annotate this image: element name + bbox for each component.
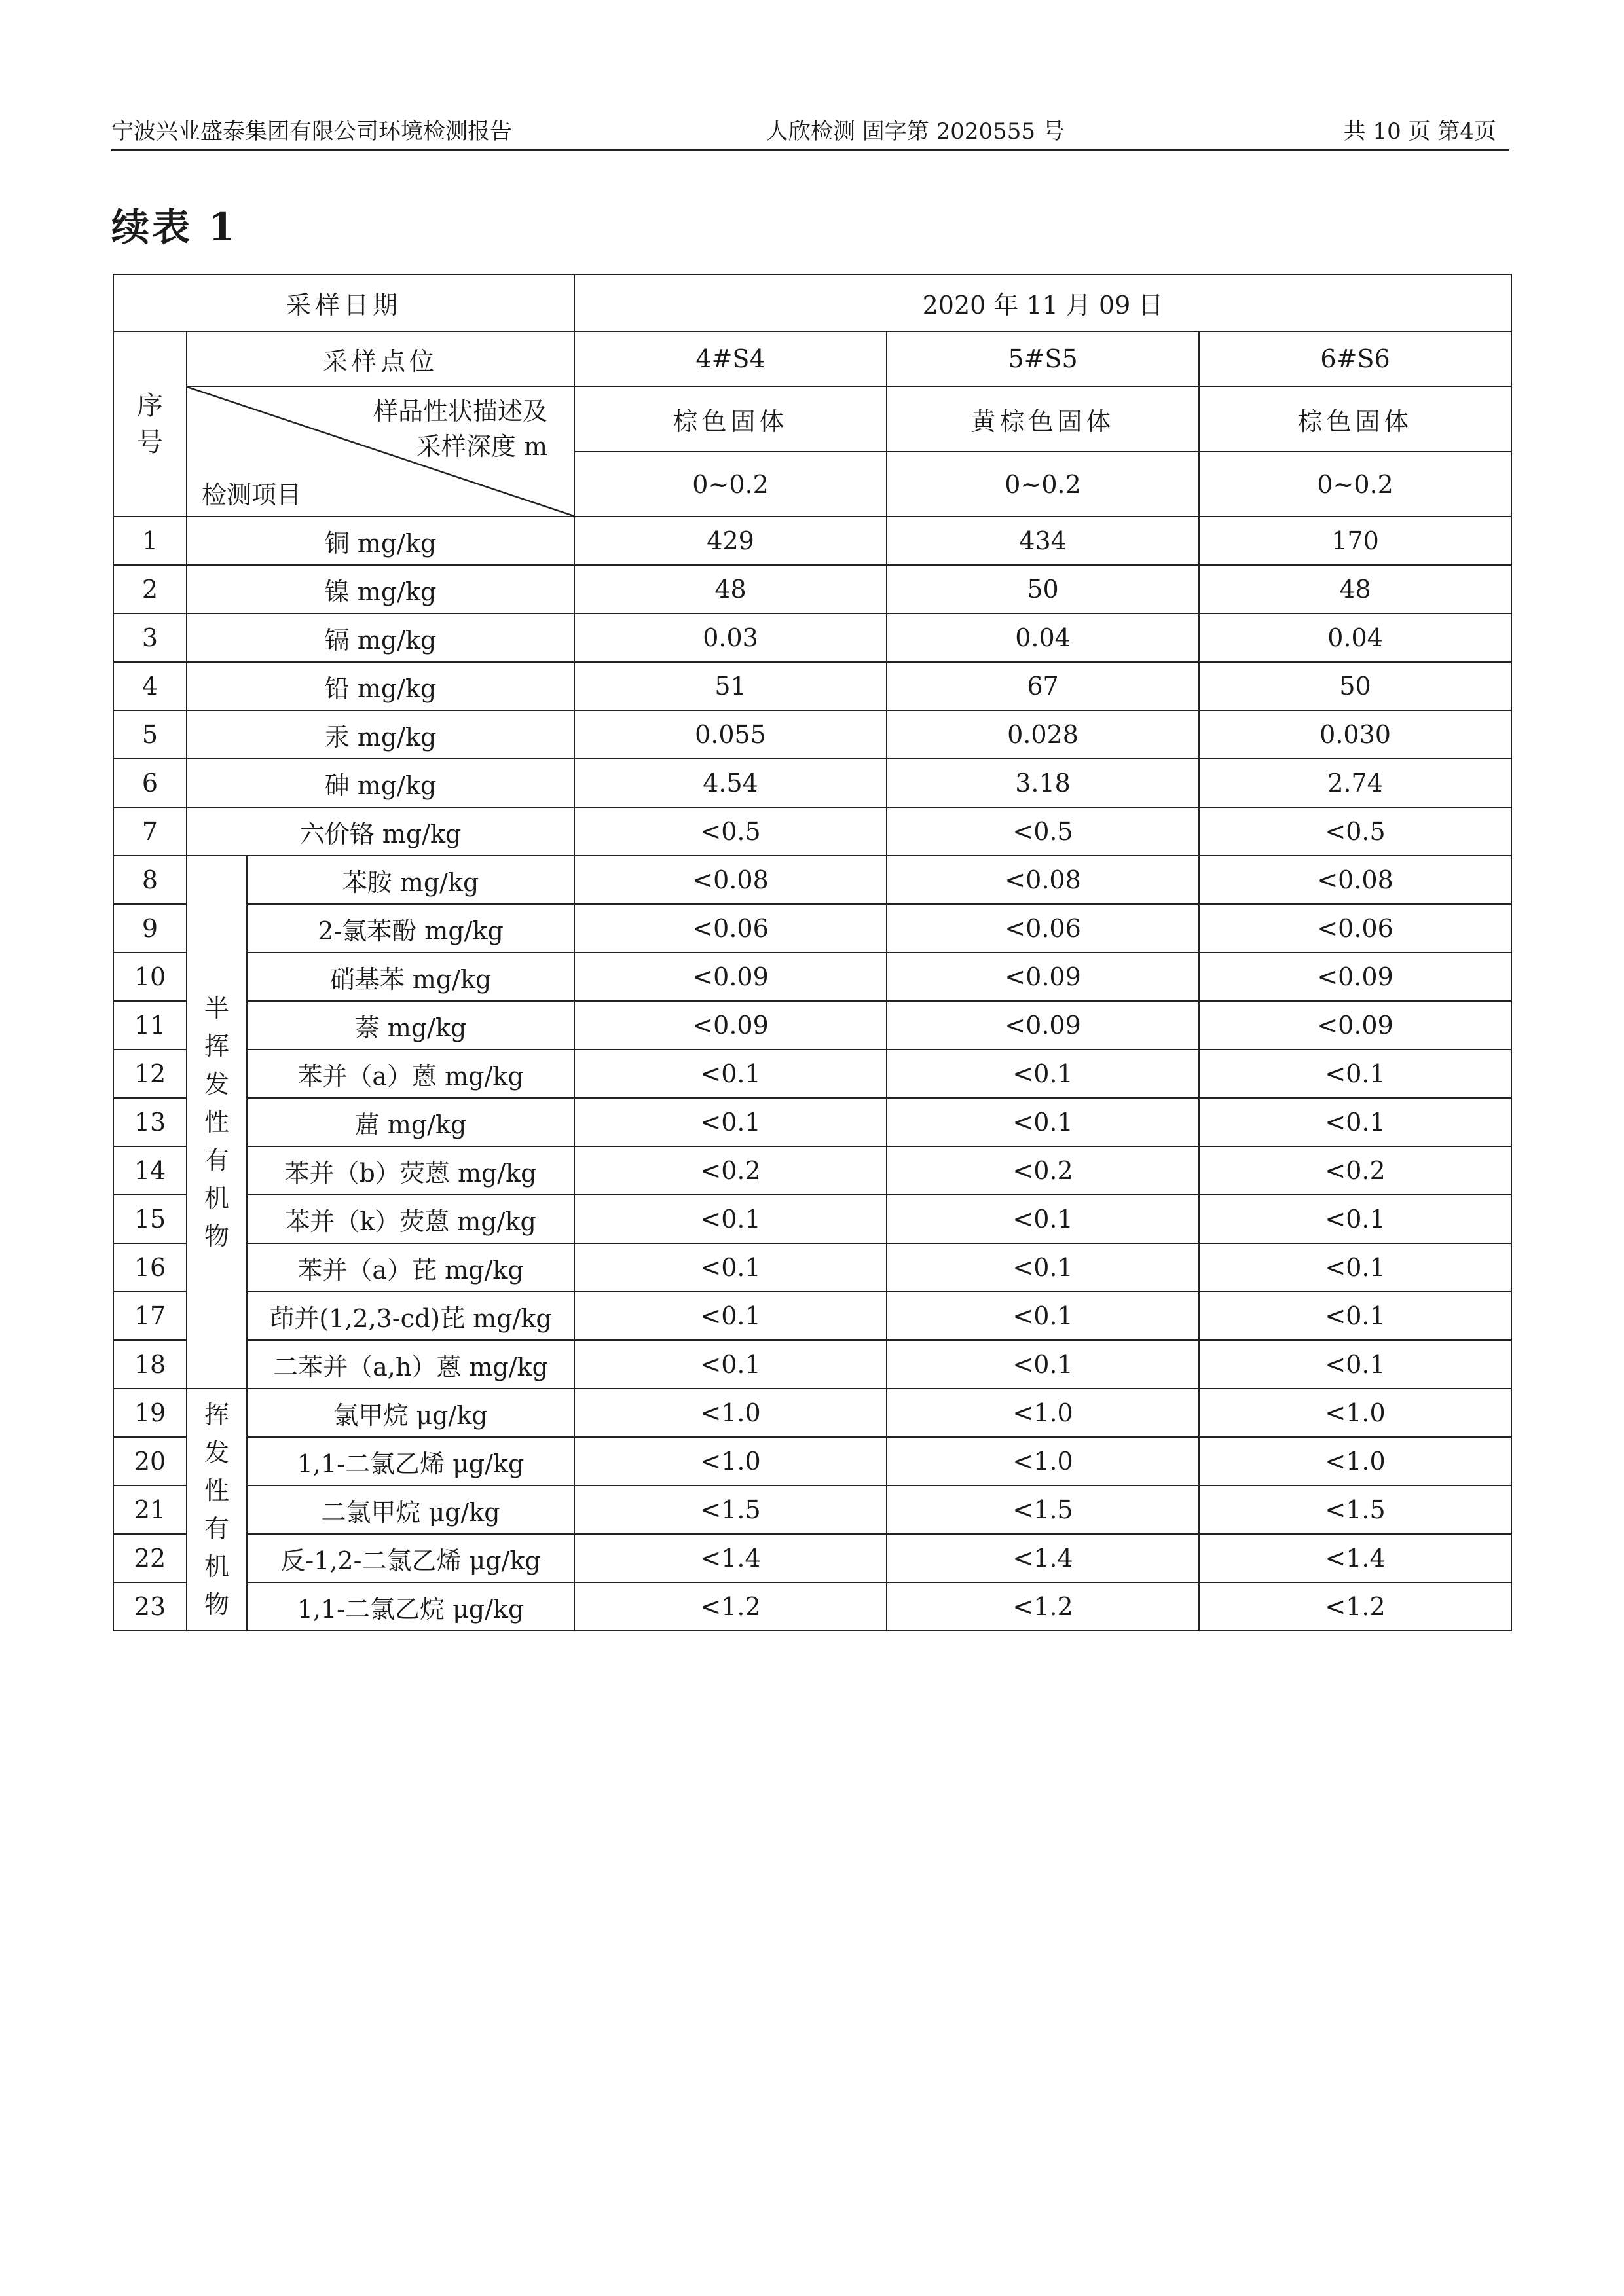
result-value: <0.06 xyxy=(574,904,887,953)
result-value: <0.1 xyxy=(1199,1292,1511,1340)
result-value: 67 xyxy=(887,662,1199,710)
result-value: 429 xyxy=(574,517,887,565)
result-value: <1.4 xyxy=(887,1534,1199,1582)
result-value: <0.09 xyxy=(1199,1001,1511,1049)
row-number: 8 xyxy=(113,856,187,904)
result-value: <0.06 xyxy=(1199,904,1511,953)
test-item-name: 苯并（a）蒽 mg/kg xyxy=(247,1049,574,1098)
voc-group-label-char: 机 xyxy=(204,1552,229,1581)
result-value: <0.09 xyxy=(887,953,1199,1001)
table-row xyxy=(113,1243,1511,1292)
row-number: 1 xyxy=(113,517,187,565)
result-value: 0.04 xyxy=(887,613,1199,662)
svoc-group-label xyxy=(187,856,247,1389)
result-value: <1.2 xyxy=(887,1582,1199,1631)
result-value: 2.74 xyxy=(1199,759,1511,807)
test-item-name: 硝基苯 mg/kg xyxy=(247,953,574,1001)
svoc-group-label-char: 机 xyxy=(204,1184,229,1212)
row-number: 2 xyxy=(113,565,187,613)
table-row xyxy=(113,1534,1511,1582)
test-item-name: 反-1,2-二氯乙烯 μg/kg xyxy=(247,1534,574,1582)
result-value: <1.5 xyxy=(574,1485,887,1534)
row-number: 4 xyxy=(113,662,187,710)
description-1: 棕色固体 xyxy=(574,386,887,452)
sampling-date-label: 采样日期 xyxy=(113,274,574,331)
test-item-name: 萘 mg/kg xyxy=(247,1001,574,1049)
depth-1: 0~0.2 xyxy=(574,452,887,517)
table-row xyxy=(113,1049,1511,1098)
result-value: 50 xyxy=(887,565,1199,613)
table-row xyxy=(113,613,1511,662)
result-value: 170 xyxy=(1199,517,1511,565)
test-item-name: 1,1-二氯乙烷 μg/kg xyxy=(247,1582,574,1631)
report-company-title: 宁波兴业盛泰集团有限公司环境检测报告 xyxy=(111,118,512,145)
test-item-name: 氯甲烷 μg/kg xyxy=(247,1389,574,1437)
table-row xyxy=(113,1146,1511,1195)
result-value: 0.04 xyxy=(1199,613,1511,662)
depth-2: 0~0.2 xyxy=(887,452,1199,517)
table-row xyxy=(113,565,1511,613)
test-item-label: 检测项目 xyxy=(202,481,302,509)
result-value: <0.5 xyxy=(1199,807,1511,856)
result-value: <1.2 xyxy=(1199,1582,1511,1631)
test-item-name: 苯并（a）芘 mg/kg xyxy=(247,1243,574,1292)
result-value: <0.1 xyxy=(1199,1243,1511,1292)
result-value: 3.18 xyxy=(887,759,1199,807)
result-value: <0.08 xyxy=(887,856,1199,904)
serial-number-header xyxy=(113,331,187,517)
table-row xyxy=(113,904,1511,953)
description-2: 黄棕色固体 xyxy=(887,386,1199,452)
diagonal-header-cell xyxy=(187,386,574,517)
result-value: 0.03 xyxy=(574,613,887,662)
table-row xyxy=(113,856,1511,904)
table-row xyxy=(113,1437,1511,1485)
result-value: <1.0 xyxy=(574,1389,887,1437)
report-number: 人欣检测 固字第 2020555 号 xyxy=(766,118,1065,145)
result-value: 48 xyxy=(1199,565,1511,613)
result-value: 0.030 xyxy=(1199,710,1511,759)
result-value: 51 xyxy=(574,662,887,710)
location-2: 5#S5 xyxy=(887,331,1199,386)
row-number: 9 xyxy=(113,904,187,953)
svoc-group-label-char: 发 xyxy=(204,1070,229,1099)
result-value: <0.1 xyxy=(1199,1195,1511,1243)
result-value: <0.1 xyxy=(887,1243,1199,1292)
table-title: 续表 1 xyxy=(111,205,238,249)
sampling-date-value: 2020 年 11 月 09 日 xyxy=(574,274,1511,331)
result-value: <1.5 xyxy=(1199,1485,1511,1534)
result-value: <0.1 xyxy=(574,1098,887,1146)
voc-group-label-char: 有 xyxy=(204,1514,229,1543)
result-value: <0.1 xyxy=(574,1049,887,1098)
result-value: 50 xyxy=(1199,662,1511,710)
test-item-name: 2-氯苯酚 mg/kg xyxy=(247,904,574,953)
test-item-name: 砷 mg/kg xyxy=(187,759,574,807)
svoc-group-label-char: 半 xyxy=(204,994,229,1023)
result-value: <1.4 xyxy=(574,1534,887,1582)
location-1: 4#S4 xyxy=(574,331,887,386)
result-value: 434 xyxy=(887,517,1199,565)
result-value: <0.1 xyxy=(1199,1340,1511,1389)
result-value: <0.5 xyxy=(887,807,1199,856)
result-value: <0.2 xyxy=(574,1146,887,1195)
result-value: <0.1 xyxy=(887,1340,1199,1389)
sample-description-row xyxy=(113,386,1511,452)
result-value: <1.0 xyxy=(887,1437,1199,1485)
location-3: 6#S6 xyxy=(1199,331,1511,386)
result-value: <1.0 xyxy=(1199,1389,1511,1437)
result-value: 0.055 xyxy=(574,710,887,759)
result-value: <0.1 xyxy=(574,1340,887,1389)
result-value: <0.1 xyxy=(1199,1049,1511,1098)
test-item-name: 茚并(1,2,3-cd)芘 mg/kg xyxy=(247,1292,574,1340)
svoc-group-label-char: 物 xyxy=(204,1222,229,1250)
table-row xyxy=(113,662,1511,710)
table-row xyxy=(113,759,1511,807)
test-item-name: 镉 mg/kg xyxy=(187,613,574,662)
result-value: <0.09 xyxy=(1199,953,1511,1001)
test-item-name: 二苯并（a,h）蒽 mg/kg xyxy=(247,1340,574,1389)
sample-description-label-line1: 样品性状描述及 xyxy=(373,397,548,426)
row-number: 19 xyxy=(113,1389,187,1437)
row-number: 22 xyxy=(113,1534,187,1582)
result-value: <0.5 xyxy=(574,807,887,856)
result-value: <1.0 xyxy=(1199,1437,1511,1485)
row-number: 18 xyxy=(113,1340,187,1389)
table-row xyxy=(113,1001,1511,1049)
result-value: <0.1 xyxy=(574,1195,887,1243)
result-value: <0.1 xyxy=(887,1049,1199,1098)
table-row xyxy=(113,1292,1511,1340)
page-header xyxy=(111,115,1509,151)
sample-description-label xyxy=(373,393,547,464)
table-row xyxy=(113,1098,1511,1146)
row-number: 6 xyxy=(113,759,187,807)
sampling-date-row xyxy=(113,274,1511,331)
result-value: <0.2 xyxy=(887,1146,1199,1195)
result-value: <0.09 xyxy=(574,953,887,1001)
row-number: 21 xyxy=(113,1485,187,1534)
test-item-name: 二氯甲烷 μg/kg xyxy=(247,1485,574,1534)
row-number: 15 xyxy=(113,1195,187,1243)
result-value: <0.1 xyxy=(574,1292,887,1340)
result-value: <1.5 xyxy=(887,1485,1199,1534)
svoc-group-label-char: 有 xyxy=(204,1146,229,1175)
test-item-name: 1,1-二氯乙烯 μg/kg xyxy=(247,1437,574,1485)
depth-3: 0~0.2 xyxy=(1199,452,1511,517)
row-number: 17 xyxy=(113,1292,187,1340)
voc-group-label xyxy=(187,1389,247,1631)
row-number: 16 xyxy=(113,1243,187,1292)
test-item-name: 苯胺 mg/kg xyxy=(247,856,574,904)
result-value: <0.1 xyxy=(887,1195,1199,1243)
table-row xyxy=(113,807,1511,856)
sampling-location-row xyxy=(113,331,1511,386)
result-value: <0.1 xyxy=(887,1292,1199,1340)
table-row xyxy=(113,1485,1511,1534)
row-number: 11 xyxy=(113,1001,187,1049)
row-number: 14 xyxy=(113,1146,187,1195)
voc-group-label-char: 物 xyxy=(204,1590,229,1619)
svoc-group-label-char: 性 xyxy=(204,1108,229,1137)
result-value: <0.06 xyxy=(887,904,1199,953)
result-value: <0.1 xyxy=(574,1243,887,1292)
test-item-name: 铜 mg/kg xyxy=(187,517,574,565)
row-number: 10 xyxy=(113,953,187,1001)
row-number: 3 xyxy=(113,613,187,662)
test-item-name: 䓛 mg/kg xyxy=(247,1098,574,1146)
result-value: 4.54 xyxy=(574,759,887,807)
result-value: <1.4 xyxy=(1199,1534,1511,1582)
svoc-group-label-char: 挥 xyxy=(204,1032,229,1061)
result-value: <0.1 xyxy=(887,1098,1199,1146)
test-item-name: 苯并（k）荧蒽 mg/kg xyxy=(247,1195,574,1243)
result-value: <0.08 xyxy=(574,856,887,904)
voc-group-label-char: 发 xyxy=(204,1438,229,1467)
row-number: 13 xyxy=(113,1098,187,1146)
table-row xyxy=(113,1340,1511,1389)
sample-description-label-line2: 采样深度 m xyxy=(416,432,548,461)
voc-group-label-char: 挥 xyxy=(204,1400,229,1429)
table-row xyxy=(113,710,1511,759)
result-value: 48 xyxy=(574,565,887,613)
result-value: <0.09 xyxy=(574,1001,887,1049)
result-value: <1.2 xyxy=(574,1582,887,1631)
voc-group-label-char: 性 xyxy=(204,1476,229,1505)
result-value: 0.028 xyxy=(887,710,1199,759)
row-number: 12 xyxy=(113,1049,187,1098)
result-value: <0.09 xyxy=(887,1001,1199,1049)
row-number: 23 xyxy=(113,1582,187,1631)
table-row xyxy=(113,1389,1511,1437)
result-value: <0.1 xyxy=(1199,1098,1511,1146)
result-value: <0.2 xyxy=(1199,1146,1511,1195)
description-3: 棕色固体 xyxy=(1199,386,1511,452)
table-row xyxy=(113,1582,1511,1631)
test-item-name: 铅 mg/kg xyxy=(187,662,574,710)
table-row xyxy=(113,517,1511,565)
serial-label-1: 序 xyxy=(137,390,163,421)
table-row xyxy=(113,953,1511,1001)
test-item-name: 苯并（b）荧蒽 mg/kg xyxy=(247,1146,574,1195)
serial-label-2: 号 xyxy=(137,427,163,458)
sampling-location-label: 采样点位 xyxy=(187,331,574,386)
test-item-name: 汞 mg/kg xyxy=(187,710,574,759)
row-number: 20 xyxy=(113,1437,187,1485)
test-item-name: 六价铬 mg/kg xyxy=(187,807,574,856)
row-number: 5 xyxy=(113,710,187,759)
test-item-name: 镍 mg/kg xyxy=(187,565,574,613)
test-results-table xyxy=(113,274,1512,1631)
result-value: <0.08 xyxy=(1199,856,1511,904)
result-value: <1.0 xyxy=(574,1437,887,1485)
table-row xyxy=(113,1195,1511,1243)
page-count: 共 10 页 第4页 xyxy=(1343,118,1496,145)
result-value: <1.0 xyxy=(887,1389,1199,1437)
row-number: 7 xyxy=(113,807,187,856)
